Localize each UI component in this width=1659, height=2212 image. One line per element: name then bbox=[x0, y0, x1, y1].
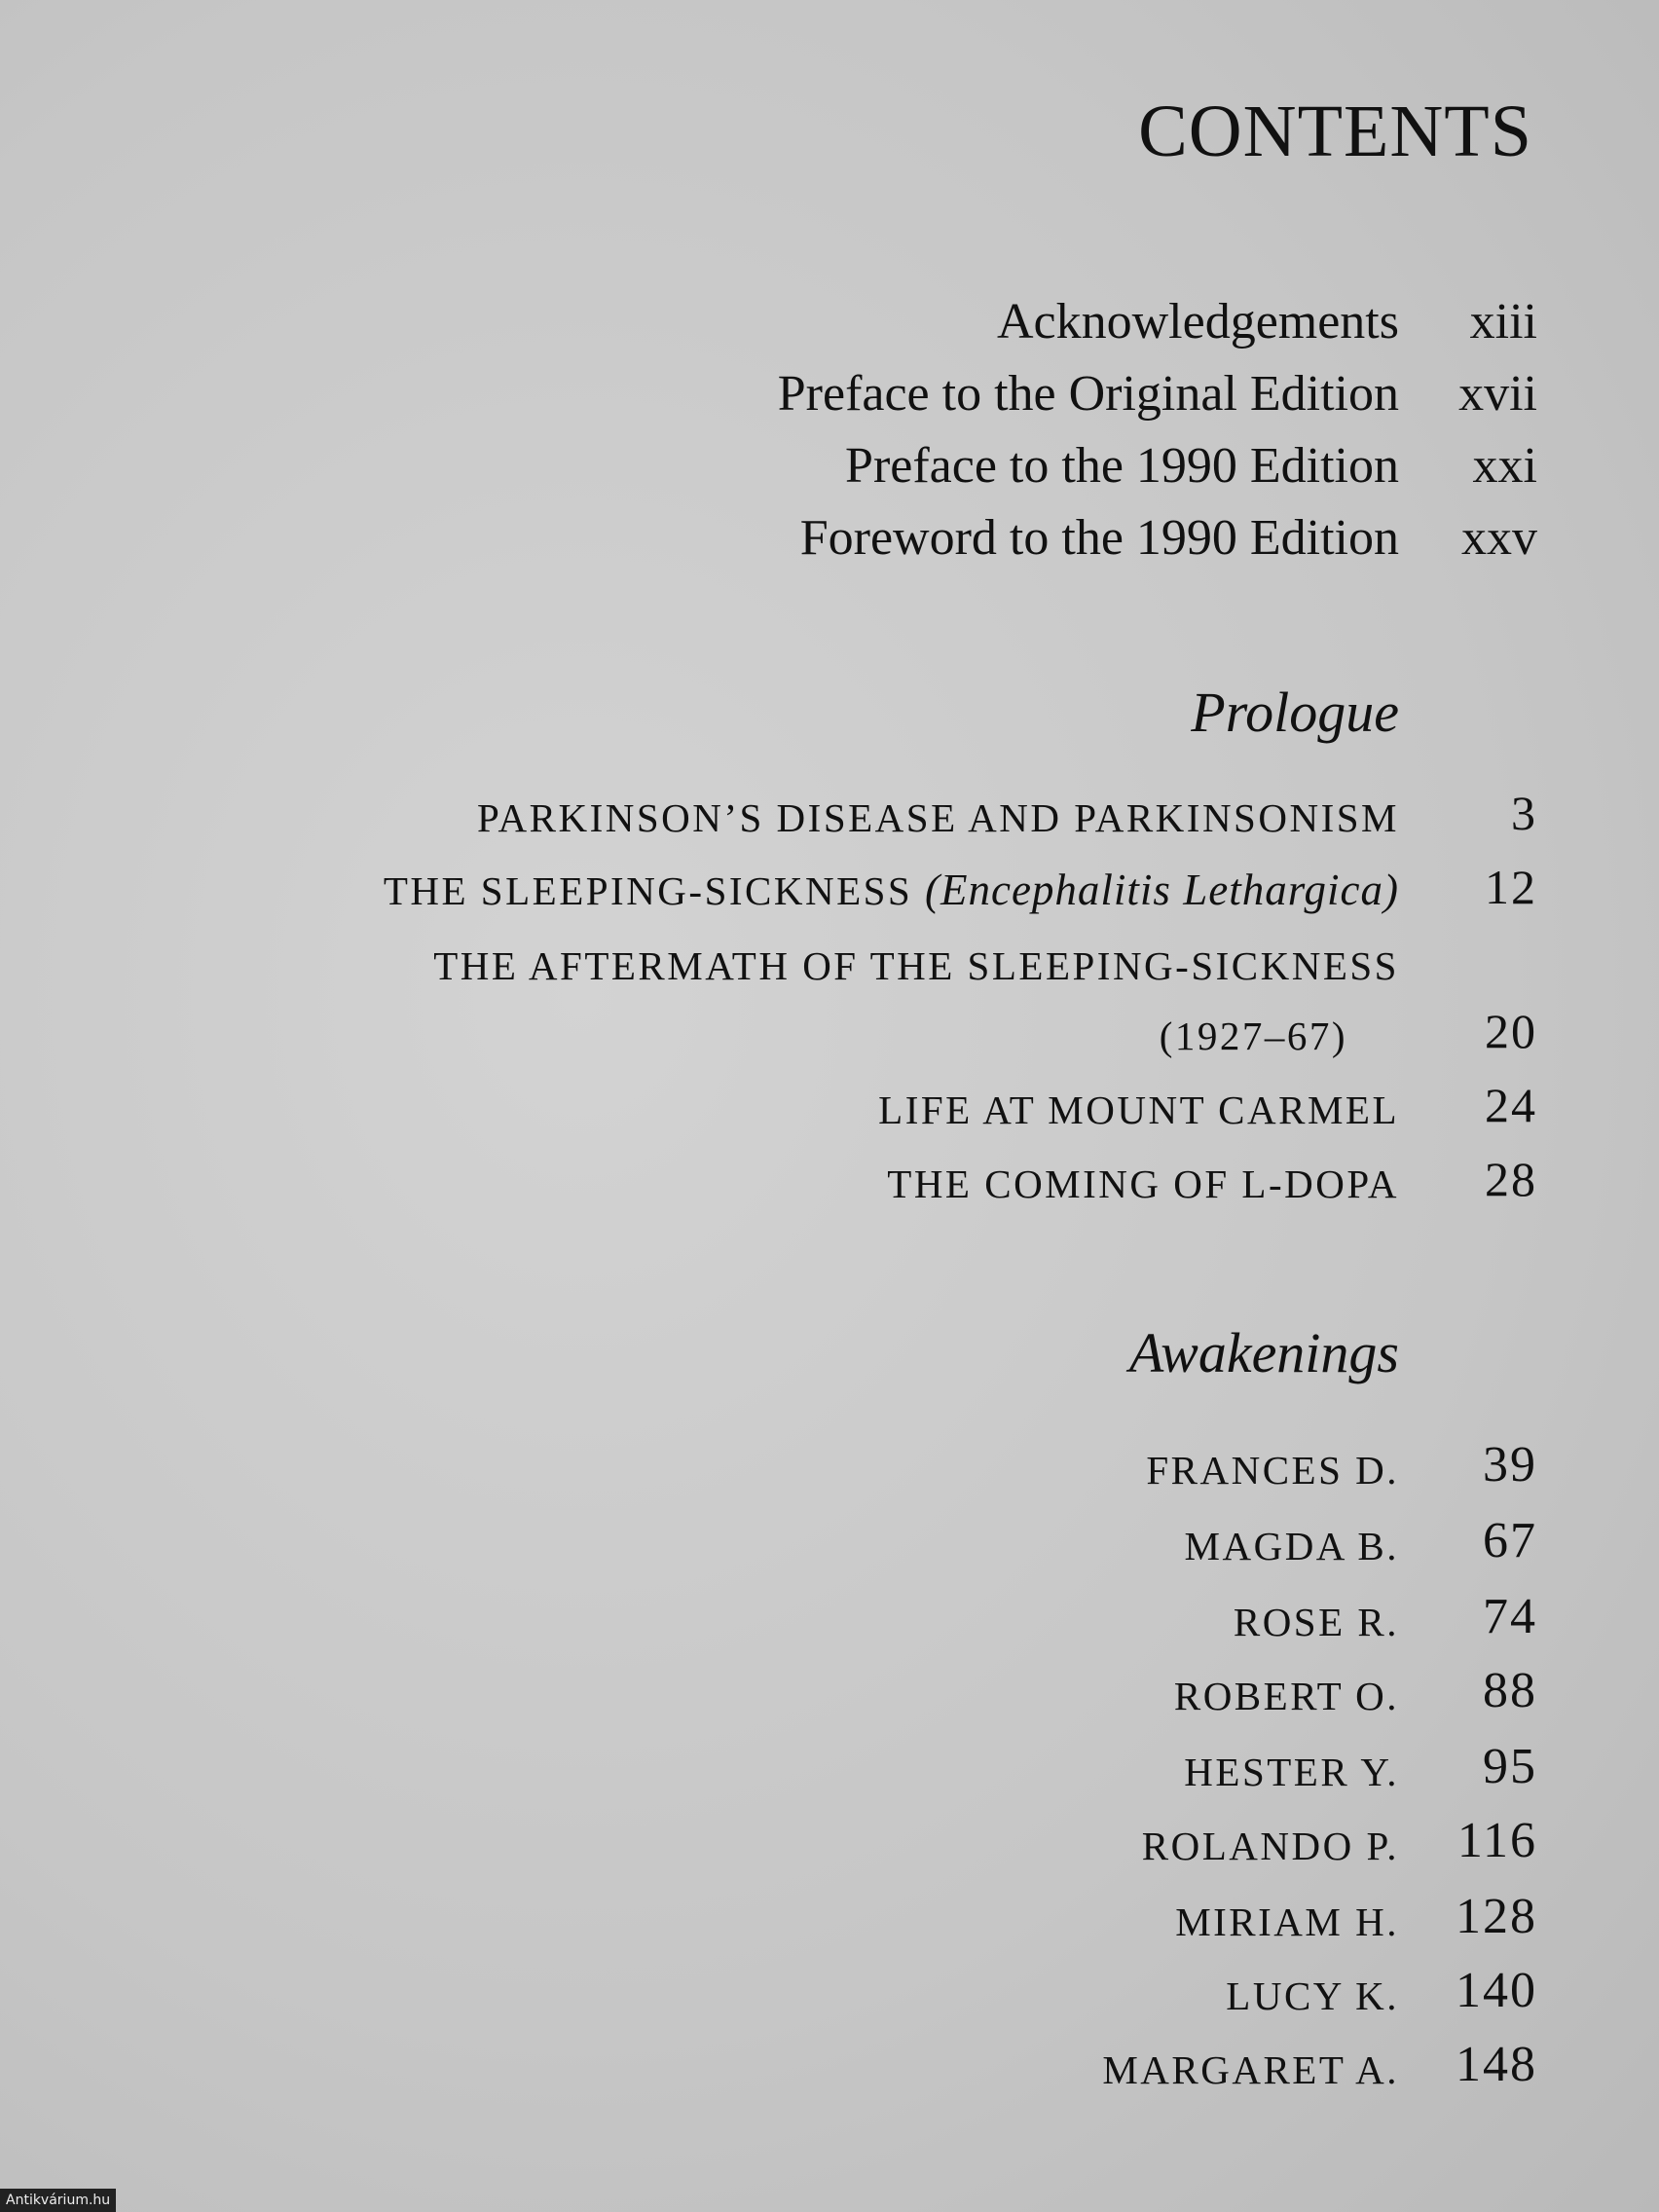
toc-entry[interactable] bbox=[126, 1145, 1537, 1207]
toc-entry-page: xvii bbox=[1458, 366, 1537, 422]
toc-entry-page: 116 bbox=[1456, 1813, 1537, 1868]
toc-entry-page: 20 bbox=[1485, 1004, 1537, 1058]
toc-entry-label: THE COMING OF L-DOPA bbox=[887, 1161, 1399, 1206]
toc-entry-label: ROSE R. bbox=[1233, 1600, 1399, 1644]
watermark: Antikvárium.hu bbox=[0, 2189, 116, 2212]
toc-entry-page: xxv bbox=[1461, 510, 1537, 566]
toc-entry[interactable] bbox=[126, 432, 1537, 495]
toc-entry[interactable] bbox=[126, 1657, 1537, 1719]
toc-entry-label: MARGARET A. bbox=[1102, 2047, 1399, 2092]
page-title: CONTENTS bbox=[1138, 91, 1532, 172]
toc-entry[interactable] bbox=[126, 1883, 1537, 1945]
toc-entry-label: Foreword to the 1990 Edition bbox=[799, 510, 1399, 566]
toc-entry-label: FRANCES D. bbox=[1146, 1448, 1399, 1493]
toc-entry-label: ROBERT O. bbox=[1173, 1674, 1399, 1718]
toc-entry-label: (1927–67) bbox=[1159, 1014, 1347, 1058]
toc-entry-page: 3 bbox=[1511, 786, 1537, 840]
toc-entry-label-italic: (Encephalitis Lethargica) bbox=[925, 866, 1399, 914]
toc-entry-line1[interactable] bbox=[126, 927, 1537, 989]
toc-entry-label: HESTER Y. bbox=[1184, 1750, 1399, 1794]
toc-entry-label: Preface to the Original Edition bbox=[777, 366, 1399, 422]
toc-entry-label: Acknowledgements bbox=[996, 294, 1399, 350]
toc-entry-label: LUCY K. bbox=[1226, 1973, 1399, 2018]
toc-entry-page: 128 bbox=[1456, 1889, 1537, 1944]
toc-entry[interactable] bbox=[126, 779, 1537, 841]
toc-entry[interactable] bbox=[126, 1071, 1537, 1133]
toc-entry-page: 95 bbox=[1483, 1739, 1537, 1794]
toc-entry-page: 39 bbox=[1483, 1437, 1537, 1493]
toc-entry-page: 24 bbox=[1485, 1078, 1537, 1132]
toc-entry[interactable] bbox=[126, 1733, 1537, 1795]
toc-entry-page: 148 bbox=[1456, 2037, 1537, 2092]
toc-entry-page: 67 bbox=[1483, 1513, 1537, 1568]
toc-entry-label: THE AFTERMATH OF THE SLEEPING-SICKNESS bbox=[433, 943, 1399, 988]
toc-entry-page: 140 bbox=[1456, 1963, 1537, 2018]
toc-entry-page: xxi bbox=[1472, 438, 1537, 494]
toc-entry[interactable] bbox=[126, 288, 1537, 350]
toc-entry[interactable] bbox=[126, 1807, 1537, 1869]
toc-entry[interactable] bbox=[126, 2031, 1537, 2093]
show-through-text bbox=[175, 58, 189, 108]
toc-entry-label bbox=[384, 865, 1399, 915]
toc-entry-line2[interactable] bbox=[126, 997, 1537, 1059]
toc-entry-page: 88 bbox=[1483, 1663, 1537, 1718]
toc-entry-label: MAGDA B. bbox=[1184, 1524, 1399, 1568]
toc-entry[interactable] bbox=[126, 1583, 1537, 1645]
toc-entry-page: xiii bbox=[1469, 294, 1537, 350]
section-heading-prologue: Prologue bbox=[1191, 681, 1399, 744]
toc-entry[interactable] bbox=[126, 1957, 1537, 2019]
toc-entry[interactable] bbox=[126, 1431, 1537, 1493]
toc-entry-page: 28 bbox=[1485, 1152, 1537, 1206]
toc-entry[interactable] bbox=[126, 360, 1537, 423]
toc-entry-label: PARKINSON’S DISEASE AND PARKINSONISM bbox=[476, 795, 1399, 840]
toc-entry-page: 12 bbox=[1485, 860, 1537, 914]
toc-entry[interactable] bbox=[126, 1507, 1537, 1569]
toc-entry-label: ROLANDO P. bbox=[1141, 1824, 1399, 1868]
toc-entry[interactable] bbox=[126, 853, 1537, 915]
toc-entry-label: LIFE AT MOUNT CARMEL bbox=[878, 1088, 1399, 1132]
toc-entry[interactable] bbox=[126, 504, 1537, 567]
toc-entry-label: Preface to the 1990 Edition bbox=[845, 438, 1399, 494]
section-heading-awakenings: Awakenings bbox=[1128, 1321, 1399, 1384]
toc-entry-label: MIRIAM H. bbox=[1175, 1899, 1399, 1944]
toc-entry-label-caps: THE SLEEPING-SICKNESS bbox=[383, 868, 913, 913]
toc-entry-page: 74 bbox=[1483, 1589, 1537, 1644]
